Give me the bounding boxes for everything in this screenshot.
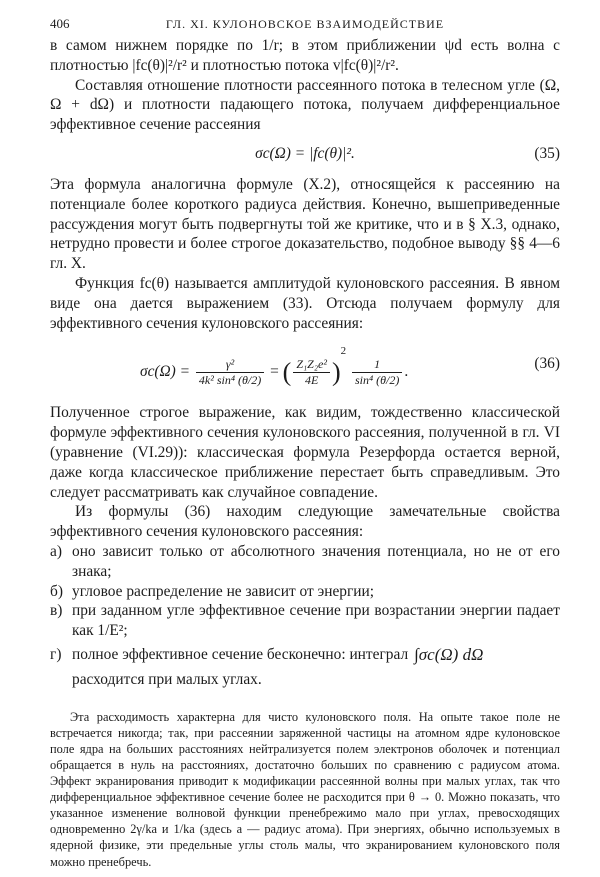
equation-36-number: (36): [534, 355, 560, 373]
footnote: Эта расходимость характерна для чисто кулоновского поля. На опыте такое поле не встречается никогда; так, при рассеянии заряженной частицы на атомном ядре кулоновское поле ядра на больших расстояниях нейтрализуется полем электронов оболочек и потенциал обращается в нуль на расстояниях, достаточно больших по сравнению с радиусом атома. Эффект экранирования приводит к модификации рассеянной волны при малых углах, так что дифференциальное эффективное сечение более не расходится при θ → 0. Можно показать, что указанное изменение волновой функции пренебрежимо мало при углах, превосходящих одновременно 2γ/ka и 1/ka (здесь a — радиус атома). При энергиях, обычно используемых в ядерной физике, эти предельные углы столь малы, что экранированием кулоновского поля можно пренебречь.: [50, 709, 560, 869]
properties-list: [50, 542, 560, 665]
list-item: [50, 645, 560, 665]
list-item-text: угловое распределение не зависит от энергии;: [72, 582, 375, 600]
page-number: 406: [50, 16, 70, 31]
right-paren: ): [331, 357, 341, 387]
book-page: [50, 14, 560, 870]
integral-expression: ∫σc(Ω) dΩ: [414, 644, 484, 664]
equation-36-equals: =: [270, 363, 279, 381]
paragraph-intro: в самом нижнем порядке по 1/r; в этом приближении ψd есть волна с плотностью |fc(θ)|²/r² и плотностью потока v|fc(θ)|²/r².: [50, 37, 560, 74]
list-item: [50, 542, 560, 582]
equation-36-period: .: [404, 363, 409, 381]
list-item-text: полное эффективное сечение бесконечно: интеграл: [72, 645, 409, 663]
equation-35-number: (35): [534, 144, 560, 162]
running-title: ГЛ. XI. КУЛОНОВСКОЕ ВЗАИМОДЕЙСТВИЕ: [165, 17, 445, 31]
paragraph-properties-intro: Из формулы (36) находим следующие замечательные свойства эффективного сечения кулоновского рассеяния:: [50, 503, 560, 541]
equation-36: [50, 333, 560, 403]
fraction-2-denominator: sin⁴ (θ/2): [354, 373, 400, 388]
list-item-text: оно зависит только от абсолютного значения потенциала, но не от его знака;: [72, 542, 560, 580]
page-header: [50, 14, 560, 36]
equation-36-formula: [140, 345, 408, 388]
equation-36-lhs: σc(Ω) =: [140, 363, 191, 381]
fraction-1-denominator: 4k² sin⁴ (θ/2): [198, 373, 262, 388]
paragraph-analogy: Эта формула аналогична формуле (X.2), относящейся к рассеянию на потенциале более короткого радиуса действия. Конечно, вышеприведенные рассуждения могут быть подвергнуты той же критике, что и в § X.3, однако, нетрудно провести и более строгое доказательство, подобное выводу §§ 4—6 гл. X.: [50, 175, 560, 273]
list-item-marker: б): [50, 582, 63, 600]
equation-35-formula: σc(Ω) = |fc(θ)|².: [255, 144, 355, 162]
equation-35: [50, 135, 560, 175]
list-item-marker: а): [50, 542, 62, 560]
equation-36-power: 2: [340, 345, 347, 358]
fraction-1-numerator: γ²: [196, 357, 264, 373]
equation-36-fraction-1: [196, 357, 264, 388]
fraction-2-numerator: 1: [352, 357, 402, 373]
equation-36-fraction-2: [352, 357, 402, 388]
list-item: [50, 601, 560, 641]
paren-fraction-numerator: Z₁Z₂e²: [293, 357, 330, 373]
list-item: [50, 582, 560, 602]
equation-36-paren-fraction: [293, 357, 330, 388]
paren-fraction-denominator: 4E: [304, 373, 319, 388]
paragraph-amplitude: Функция fc(θ) называется амплитудой кулоновского рассеяния. В явном виде она дается выражением (33). Отсюда получаем формулу для эффективного сечения кулоновского рассеяния:: [50, 274, 560, 332]
property-g-row: [72, 645, 560, 665]
list-item-marker: в): [50, 602, 63, 620]
left-paren: (: [282, 357, 292, 387]
property-g-continuation: расходится при малых углах.: [72, 670, 262, 688]
paragraph-ratio: Составляя отношение плотности рассеянного потока в телесном угле (Ω, Ω + dΩ) и плотности падающего потока, получаем дифференциальное эффективное сечение рассеяния: [50, 76, 560, 134]
list-item-text: при заданном угле эффективное сечение при возрастании энергии падает как 1/E²;: [72, 602, 560, 640]
list-item-marker: г): [50, 645, 62, 663]
paragraph-rutherford: Полученное строгое выражение, как видим, тождественно классической формуле эффективного сечения кулоновского рассеяния, полученной в гл. VI (уравнение (VI.29)): классическая формула Резерфорда остается верной, даже когда классическое приближение перестает быть справедливым. Это следует рассматривать как случайное совпадение.: [50, 404, 560, 501]
